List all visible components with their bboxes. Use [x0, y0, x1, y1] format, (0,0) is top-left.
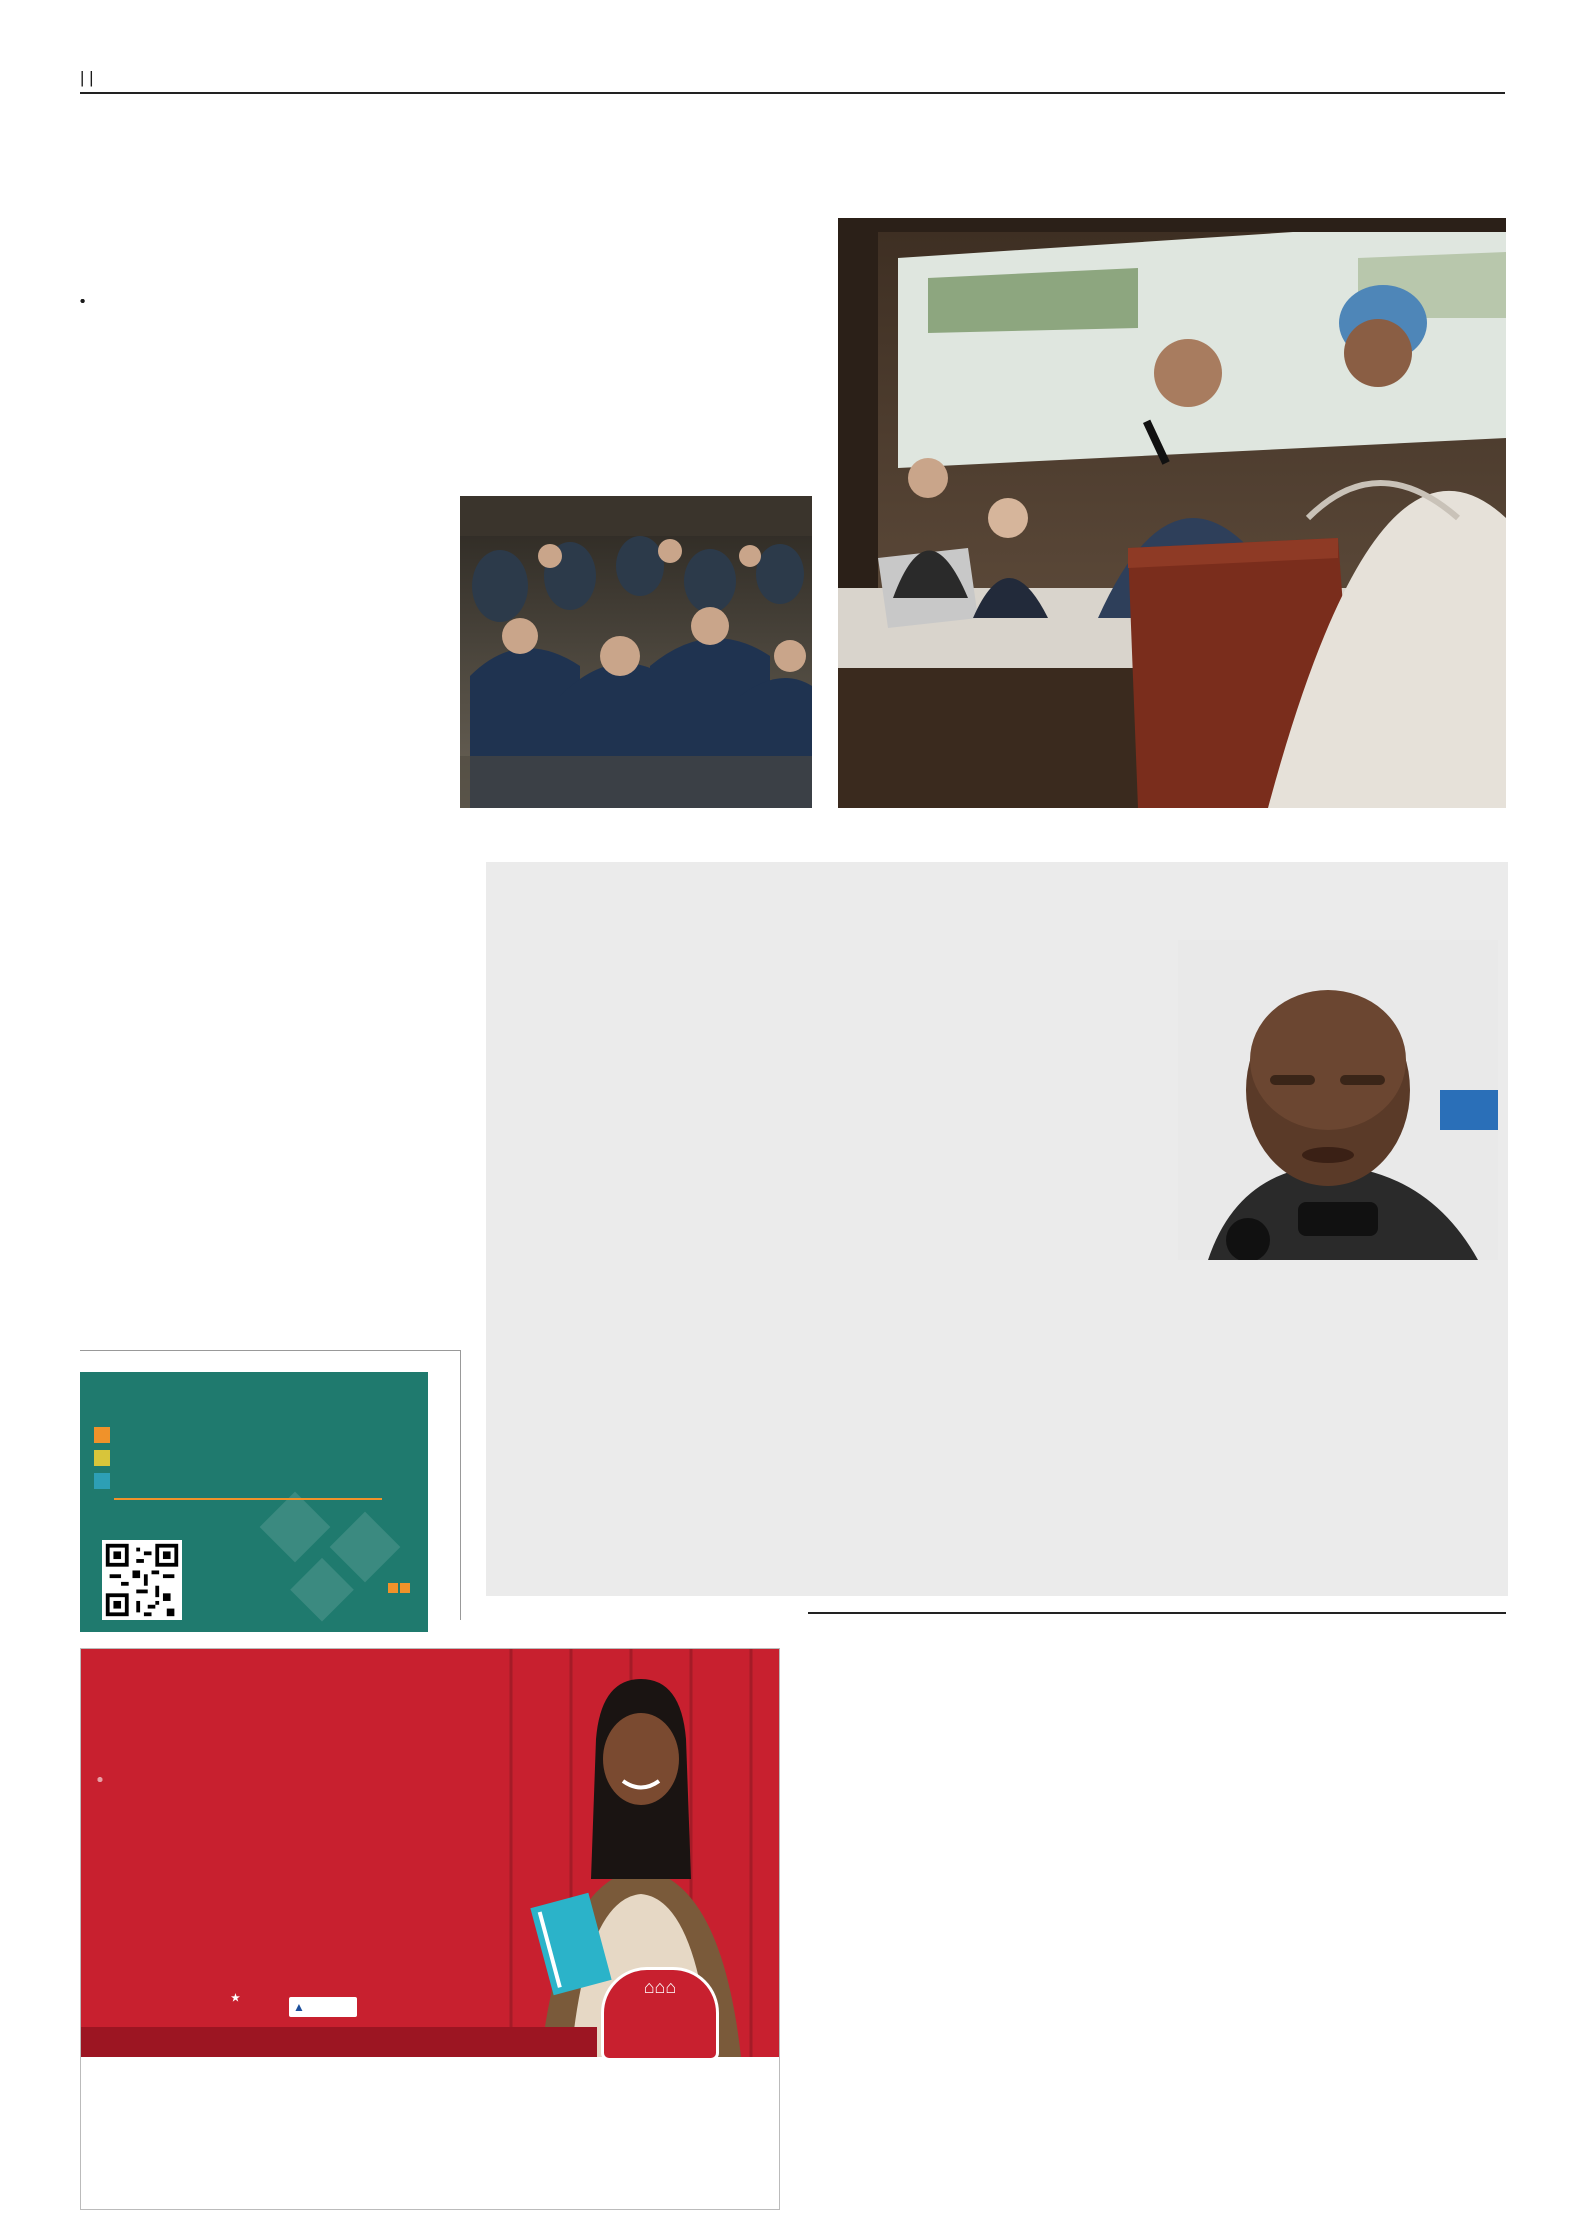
tile-pattern-decoration [230, 1482, 428, 1632]
stat-item [94, 1447, 116, 1470]
column-rule [80, 1350, 460, 1351]
caxton-network-ad[interactable] [80, 1372, 428, 1632]
stat-swatch [94, 1473, 110, 1489]
ad-stats [94, 1424, 116, 1493]
portrait-illustration [1178, 940, 1498, 1260]
qr-code[interactable] [102, 1540, 182, 1620]
lead-headline [76, 102, 1430, 210]
stat-swatch [94, 1450, 110, 1466]
scan-callout [114, 1498, 382, 1500]
building-icon: ⌂⌂⌂ [643, 1977, 677, 1997]
stat-item [94, 1470, 116, 1493]
article-rule [808, 1612, 1506, 1614]
registration-banner[interactable] [81, 2027, 597, 2057]
boston-city-campus-ad[interactable] [80, 1648, 780, 2210]
mec-portrait-photo [1178, 940, 1498, 1260]
stat-swatch [94, 1427, 110, 1443]
panel-speakers-photo [838, 218, 1506, 808]
page-header [80, 68, 1505, 94]
speakers-illustration [838, 218, 1506, 808]
column-rule [460, 1350, 461, 1620]
star-icon: ★ [231, 1993, 240, 2004]
separator: | [80, 68, 90, 87]
meeting-audience-photo [460, 496, 812, 808]
bac-logo [231, 1993, 240, 2016]
caxton-brand-logo [388, 1580, 414, 1596]
brand-squares [388, 1583, 398, 1593]
qr-code-icon [102, 1540, 182, 1620]
brand-squares [400, 1583, 410, 1593]
separator: | [89, 68, 94, 87]
brand-sub [388, 1580, 414, 1596]
stat-item [94, 1424, 116, 1447]
lead-column-1 [80, 276, 432, 292]
header-rule [80, 92, 1505, 94]
triangle-icon: ▲ [293, 2000, 305, 2014]
accreditation-badge [289, 1997, 357, 2017]
boston-logo [601, 1967, 719, 2061]
audience-illustration [460, 496, 812, 808]
